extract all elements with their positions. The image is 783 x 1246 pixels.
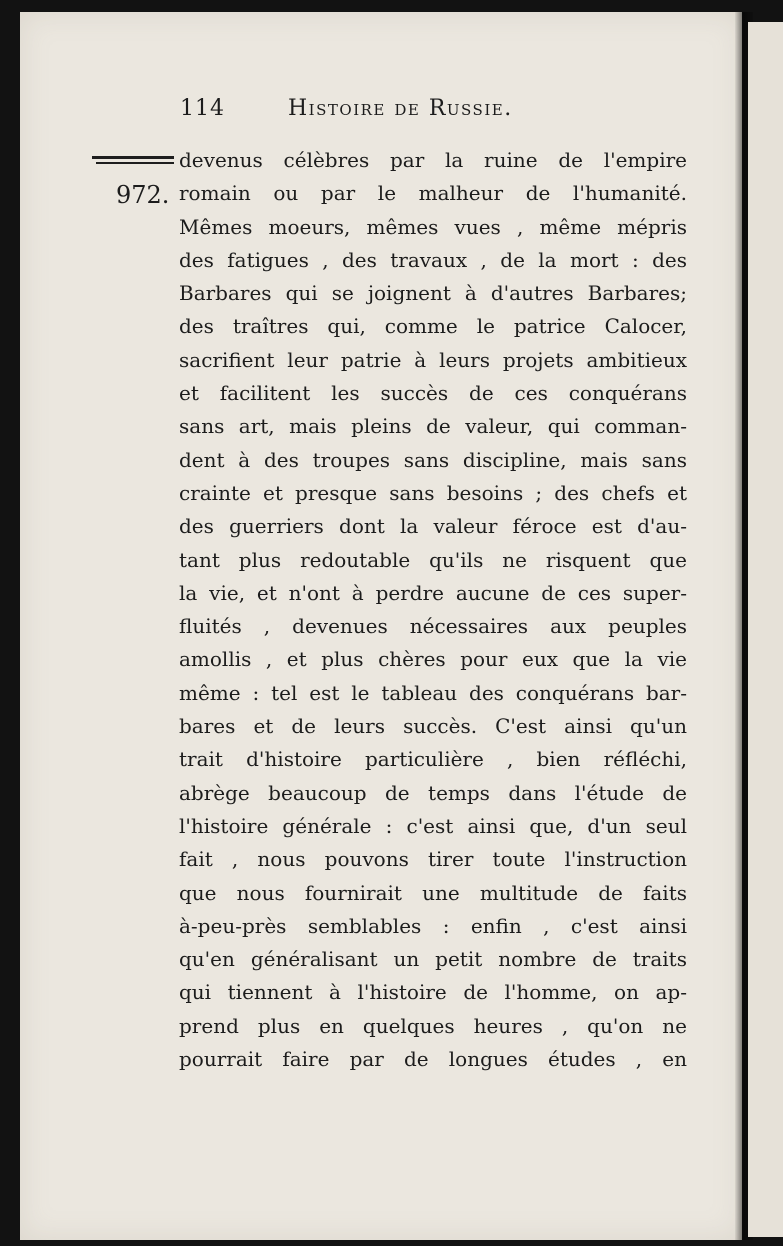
text-line: crainte et presque sans besoins ; des chefs et (179, 480, 687, 505)
text-line: Mêmes moeurs, mêmes vues , même mépris (179, 214, 687, 239)
text-line: dent à des troupes sans discipline, mais sans (179, 447, 687, 472)
running-head (180, 96, 680, 130)
text-line: la vie, et n'ont à perdre aucune de ces super- (179, 580, 687, 605)
text-line: romain ou par le malheur de l'humanité. (179, 181, 687, 206)
text-line: même : tel est le tableau des conquérans bar- (179, 680, 687, 705)
margin-rule (92, 156, 174, 159)
text-line: sacrifient leur patrie à leurs projets ambitieux (179, 347, 687, 372)
text-line: trait d'histoire particulière , bien réfléchi, (179, 747, 687, 772)
text-line: tant plus redoutable qu'ils ne risquent que (179, 547, 687, 572)
text-line: pourrait faire par de longues études , en (179, 1047, 687, 1072)
text-line: amollis , et plus chères pour eux que la vie (179, 647, 687, 672)
margin-rule-thin (96, 162, 174, 164)
margin-year: 972. (116, 181, 170, 209)
text-line: des fatigues , des travaux , de la mort : des (179, 247, 687, 272)
text-line: qu'en généralisant un petit nombre de traits (179, 947, 687, 972)
text-line: des traîtres qui, comme le patrice Calocer, (179, 314, 687, 339)
text-line: Barbares qui se joignent à d'autres Barbares; (179, 281, 687, 306)
page-title: Histoire de Russie. (288, 96, 513, 121)
text-line: devenus célèbres par la ruine de l'empire (179, 148, 687, 172)
text-line: et facilitent les succès de ces conquérans (179, 381, 687, 406)
text-line: fluités , devenues nécessaires aux peuples (179, 614, 687, 639)
page-number: 114 (180, 96, 225, 121)
text-line: à-peu-près semblables : enfin , c'est ainsi (179, 913, 687, 938)
facing-page-edge (748, 22, 783, 1237)
text-line: prend plus en quelques heures , qu'on ne (179, 1013, 687, 1038)
text-line: des guerriers dont la valeur féroce est d'au- (179, 514, 687, 539)
text-line: bares et de leurs succès. C'est ainsi qu'un (179, 714, 687, 739)
text-line: abrège beaucoup de temps dans l'étude de (179, 780, 687, 805)
text-line: que nous fournirait une multitude de faits (179, 880, 687, 905)
text-line: l'histoire générale : c'est ainsi que, d'un seul (179, 813, 687, 838)
body-text (179, 144, 687, 1076)
text-line: qui tiennent à l'histoire de l'homme, on ap- (179, 980, 687, 1005)
text-line: sans art, mais pleins de valeur, qui comman- (179, 414, 687, 439)
text-line: fait , nous pouvons tirer toute l'instruction (179, 847, 687, 872)
